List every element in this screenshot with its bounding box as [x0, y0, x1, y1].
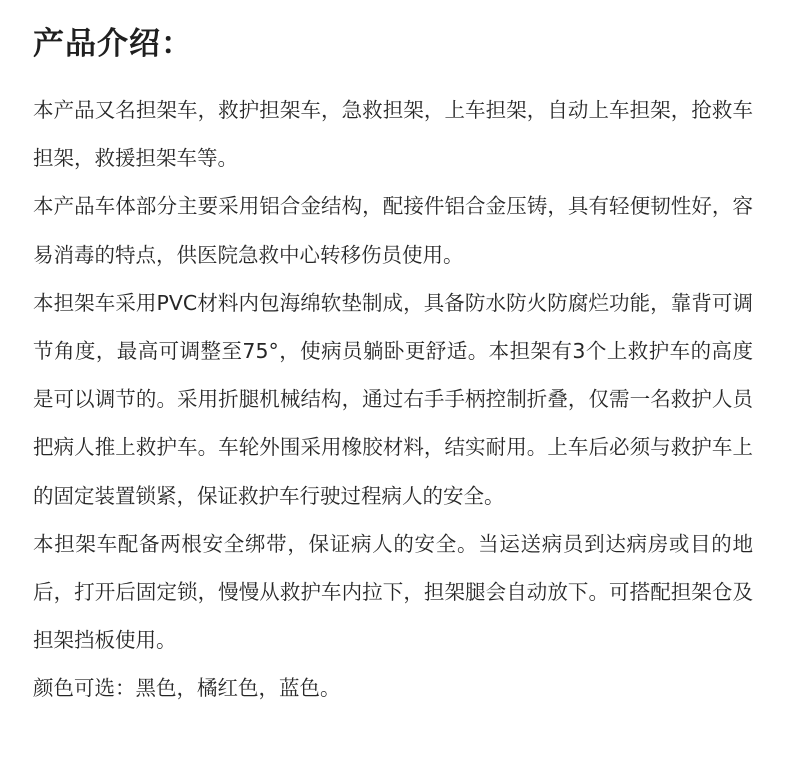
section-title: 产品介绍： [33, 26, 193, 62]
paragraph-safety: 本担架车配备两根安全绑带，保证病人的安全。当运送病员到达病房或目的地后，打开后固定锁，慢慢从救护车内拉下，担架腿会自动放下。可搭配担架仓及担架挡板使用。 [33, 531, 753, 653]
paragraph-structure: 本产品车体部分主要采用铝合金结构，配接件铝合金压铸，具有轻便韧性好，容易消毒的特点，供医院急救中心转移伤员使用。 [33, 194, 753, 267]
paragraph-aliases: 本产品又名担架车，救护担架车，急救担架，上车担架，自动上车担架，抢救车担架，救援担架车等。 [33, 98, 753, 171]
paragraph-features: 本担架车采用PVC材料内包海绵软垫制成，具备防水防火防腐烂功能，靠背可调节角度，最高可调整至75°，使病员躺卧更舒适。本担架有3个上救护车的高度是可以调节的。采用折腿机械结构，通过右手手柄控制折叠，仅需一名救护人员把病人推上救护车。车轮外围采用橡胶材料，结实耐用。上车后必须与救护车上的固定装置锁紧，保证救护车行驶过程病人的安全。 [33, 290, 753, 508]
product-intro-section [33, 24, 753, 713]
paragraph-colors: 颜色可选：黑色，橘红色，蓝色。 [33, 676, 341, 701]
